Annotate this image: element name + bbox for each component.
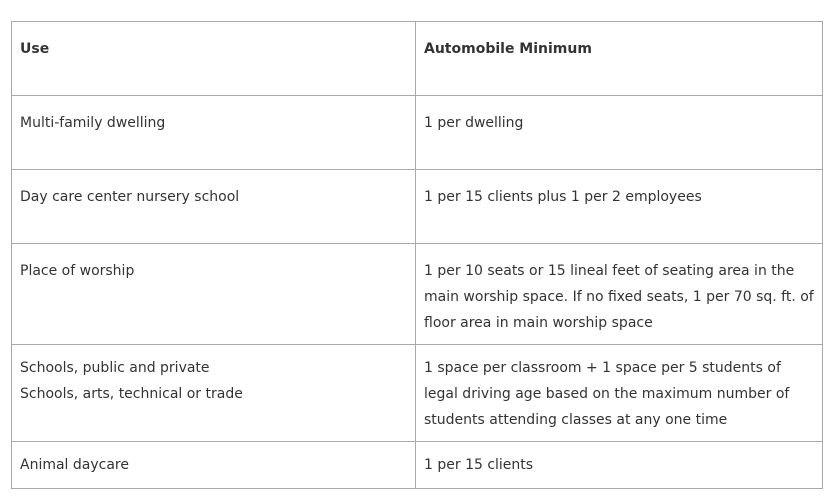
use-text: Multi-family dwelling: [20, 115, 166, 131]
parking-requirements-table-container: [11, 21, 823, 489]
minimum-cell: 1 per 15 clients plus 1 per 2 employees: [416, 170, 823, 244]
use-cell: [12, 96, 416, 170]
use-cell: [12, 345, 416, 442]
table-row: [12, 345, 823, 442]
header-use: Use: [12, 22, 416, 96]
minimum-cell: 1 per dwelling: [416, 96, 823, 170]
parking-requirements-table: [11, 21, 823, 489]
header-automobile-minimum: Automobile Minimum: [416, 22, 823, 96]
table-header-row: [12, 22, 823, 96]
minimum-cell: 1 space per classroom + 1 space per 5 students of legal driving age based on the maximum number of students attending classes at any one time: [416, 345, 823, 442]
use-text: Place of worship: [20, 263, 135, 279]
use-cell: [12, 442, 416, 489]
table-row: [12, 244, 823, 345]
use-text: Day care center nursery school: [20, 189, 240, 205]
table-row: [12, 96, 823, 170]
use-cell: [12, 244, 416, 345]
minimum-cell: 1 per 15 clients: [416, 442, 823, 489]
use-cell: [12, 170, 416, 244]
use-text: Schools, arts, technical or trade: [20, 386, 243, 402]
use-text: Animal daycare: [20, 457, 129, 473]
table-row: [12, 442, 823, 489]
table-row: [12, 170, 823, 244]
minimum-cell: 1 per 10 seats or 15 lineal feet of seating area in the main worship space. If no fixed seats, 1 per 70 sq. ft. of floor area in main worship space: [416, 244, 823, 345]
use-text: Schools, public and private: [20, 360, 210, 376]
